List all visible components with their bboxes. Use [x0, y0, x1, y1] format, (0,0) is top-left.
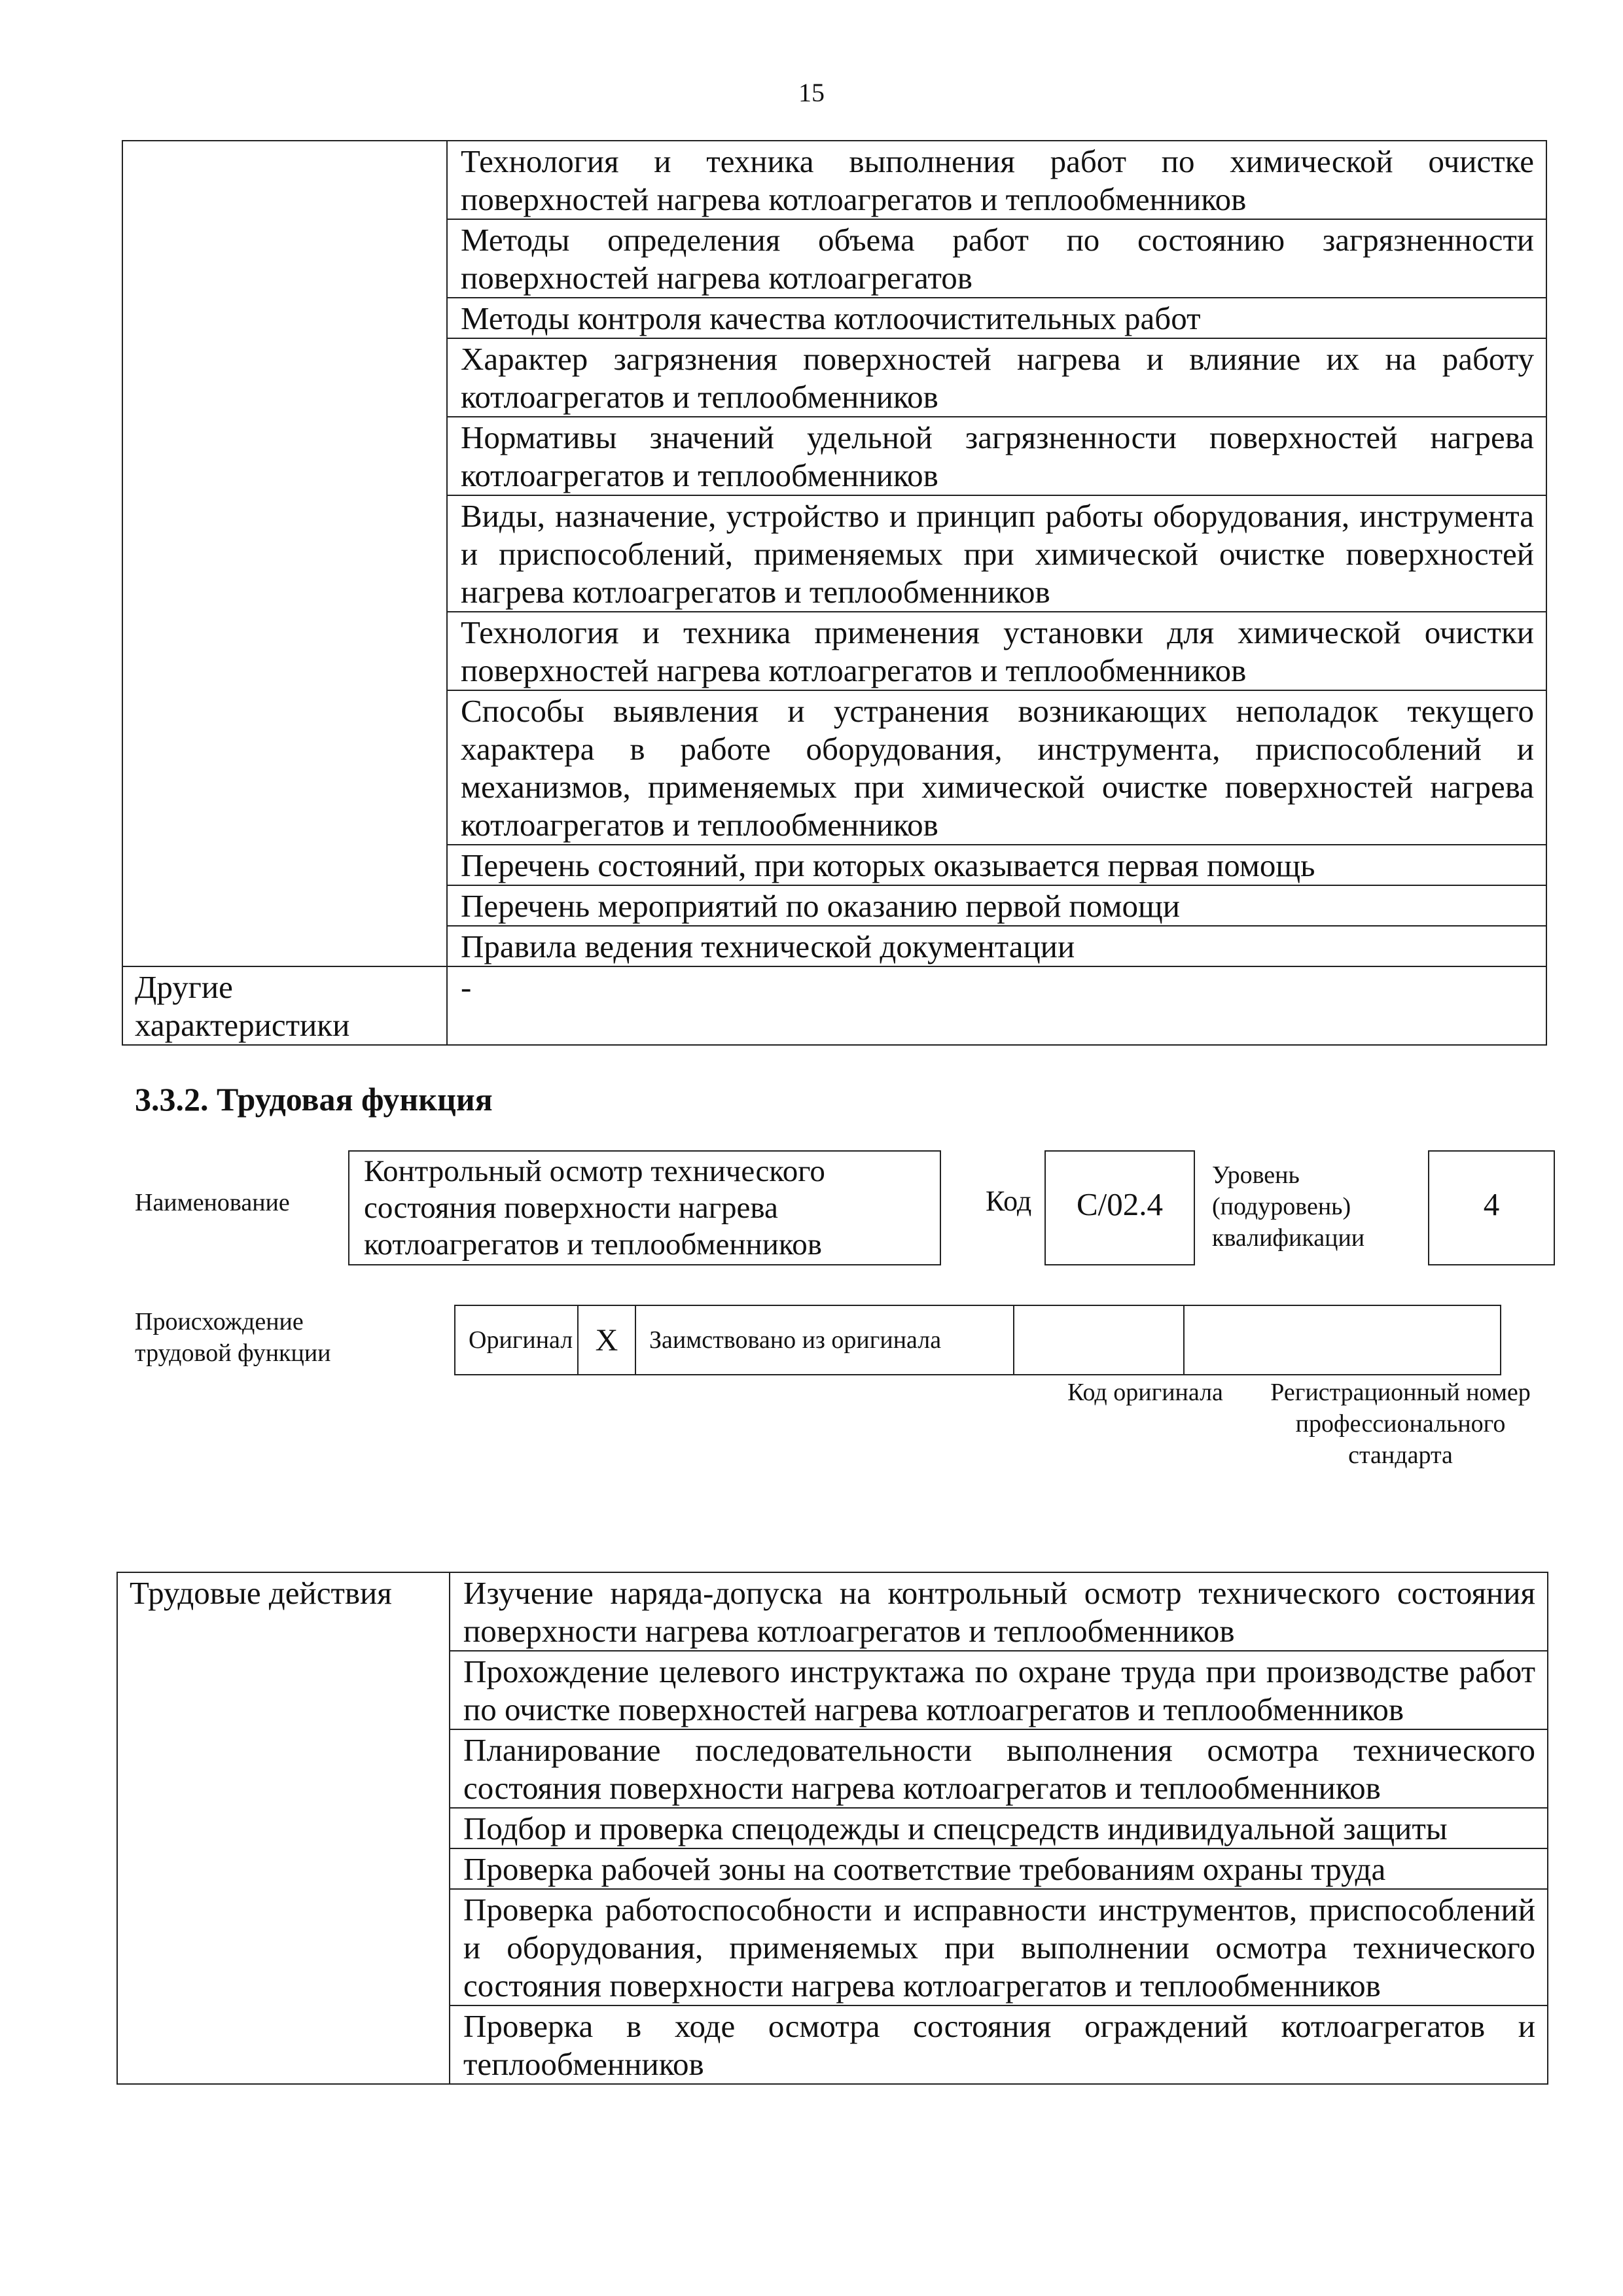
action-item: Изучение наряда-допуска на контрольный осмотр технического состояния поверхности нагрева котлоагрегатов и теплообменников — [450, 1572, 1548, 1651]
action-item: Планирование последовательности выполнения осмотра технического состояния поверхности нагрева котлоагрегатов и теплообменников — [450, 1729, 1548, 1808]
origin-label: Происхождение трудовой функции — [135, 1308, 331, 1367]
knowledge-item: Методы определения объема работ по состоянию загрязненности поверхностей нагрева котлоагрегатов — [447, 219, 1546, 298]
action-item: Проверка рабочей зоны на соответствие требованиям охраны труда — [450, 1848, 1548, 1889]
other-characteristics-value: - — [447, 966, 1546, 1045]
knowledge-item: Методы контроля качества котлоочистительных работ — [447, 298, 1546, 338]
action-item: Подбор и проверка спецодежды и спецсредств индивидуальной защиты — [450, 1808, 1548, 1848]
borrowed-label: Заимствовано из оригинала — [635, 1305, 1014, 1375]
knowledge-item: Перечень мероприятий по оказанию первой помощи — [447, 885, 1546, 926]
knowledge-item: Технология и техника выполнения работ по химической очистке поверхностей нагрева котлоагрегатов и теплообменников — [447, 141, 1546, 219]
regnum-caption: Регистрационный номер профессионального стандарта — [1270, 1379, 1531, 1469]
table-row — [117, 1572, 1548, 1651]
origin-table — [454, 1305, 1501, 1375]
code-original-caption: Код оригинала — [1067, 1379, 1223, 1406]
actions-table — [116, 1572, 1548, 2085]
knowledge-label-cell — [122, 141, 447, 966]
action-item: Прохождение целевого инструктажа по охране труда при производстве работ по очистке поверхностей нагрева котлоагрегатов и теплообменников — [450, 1651, 1548, 1729]
other-characteristics-label: Другие характеристики — [122, 966, 447, 1045]
action-item: Проверка в ходе осмотра состояния ограждений котлоагрегатов и теплообменников — [450, 2005, 1548, 2084]
name-value-box — [348, 1150, 941, 1265]
name-value: Контрольный осмотр технического состояния поверхности нагрева котлоагрегатов и теплообменников — [364, 1154, 825, 1262]
knowledge-item: Виды, назначение, устройство и принцип работы оборудования, инструмента и приспособлений, применяемых при химической очистке поверхностей нагрева котлоагрегатов и теплообменников — [447, 495, 1546, 612]
code-value: C/02.4 — [1044, 1150, 1195, 1265]
regnum-cell — [1184, 1305, 1501, 1375]
knowledge-item: Нормативы значений удельной загрязненности поверхностей нагрева котлоагрегатов и теплообменников — [447, 417, 1546, 495]
name-label: Наименование — [135, 1189, 290, 1216]
table-row — [455, 1305, 1501, 1375]
action-item: Проверка работоспособности и исправности инструментов, приспособлений и оборудования, применяемых при выполнении осмотра технического состояния поверхности нагрева котлоагрегатов и теплообменников — [450, 1889, 1548, 2005]
code-label: Код — [986, 1185, 1032, 1217]
section-heading: 3.3.2. Трудовая функция — [135, 1081, 493, 1118]
knowledge-item: Технология и техника применения установки для химической очистки поверхностей нагрева котлоагрегатов и теплообменников — [447, 612, 1546, 690]
code-original-cell — [1014, 1305, 1184, 1375]
knowledge-item: Перечень состояний, при которых оказывается первая помощь — [447, 845, 1546, 885]
table-row — [122, 966, 1546, 1045]
level-label: Уровень (подуровень) квалификации — [1212, 1161, 1365, 1252]
knowledge-item: Правила ведения технической документации — [447, 926, 1546, 966]
page-number: 15 — [798, 78, 825, 107]
original-mark: X — [578, 1305, 635, 1375]
level-value: 4 — [1428, 1150, 1555, 1265]
knowledge-item: Характер загрязнения поверхностей нагрева и влияние их на работу котлоагрегатов и теплообменников — [447, 338, 1546, 417]
knowledge-table — [122, 140, 1547, 1046]
original-label: Оригинал — [455, 1305, 578, 1375]
table-row — [122, 141, 1546, 219]
actions-label-cell: Трудовые действия — [117, 1572, 450, 2084]
knowledge-item: Способы выявления и устранения возникающих неполадок текущего характера в работе оборудования, инструмента, приспособлений и механизмов, применяемых при химической очистке поверхностей нагрева котлоагрегатов и теплообменников — [447, 690, 1546, 845]
